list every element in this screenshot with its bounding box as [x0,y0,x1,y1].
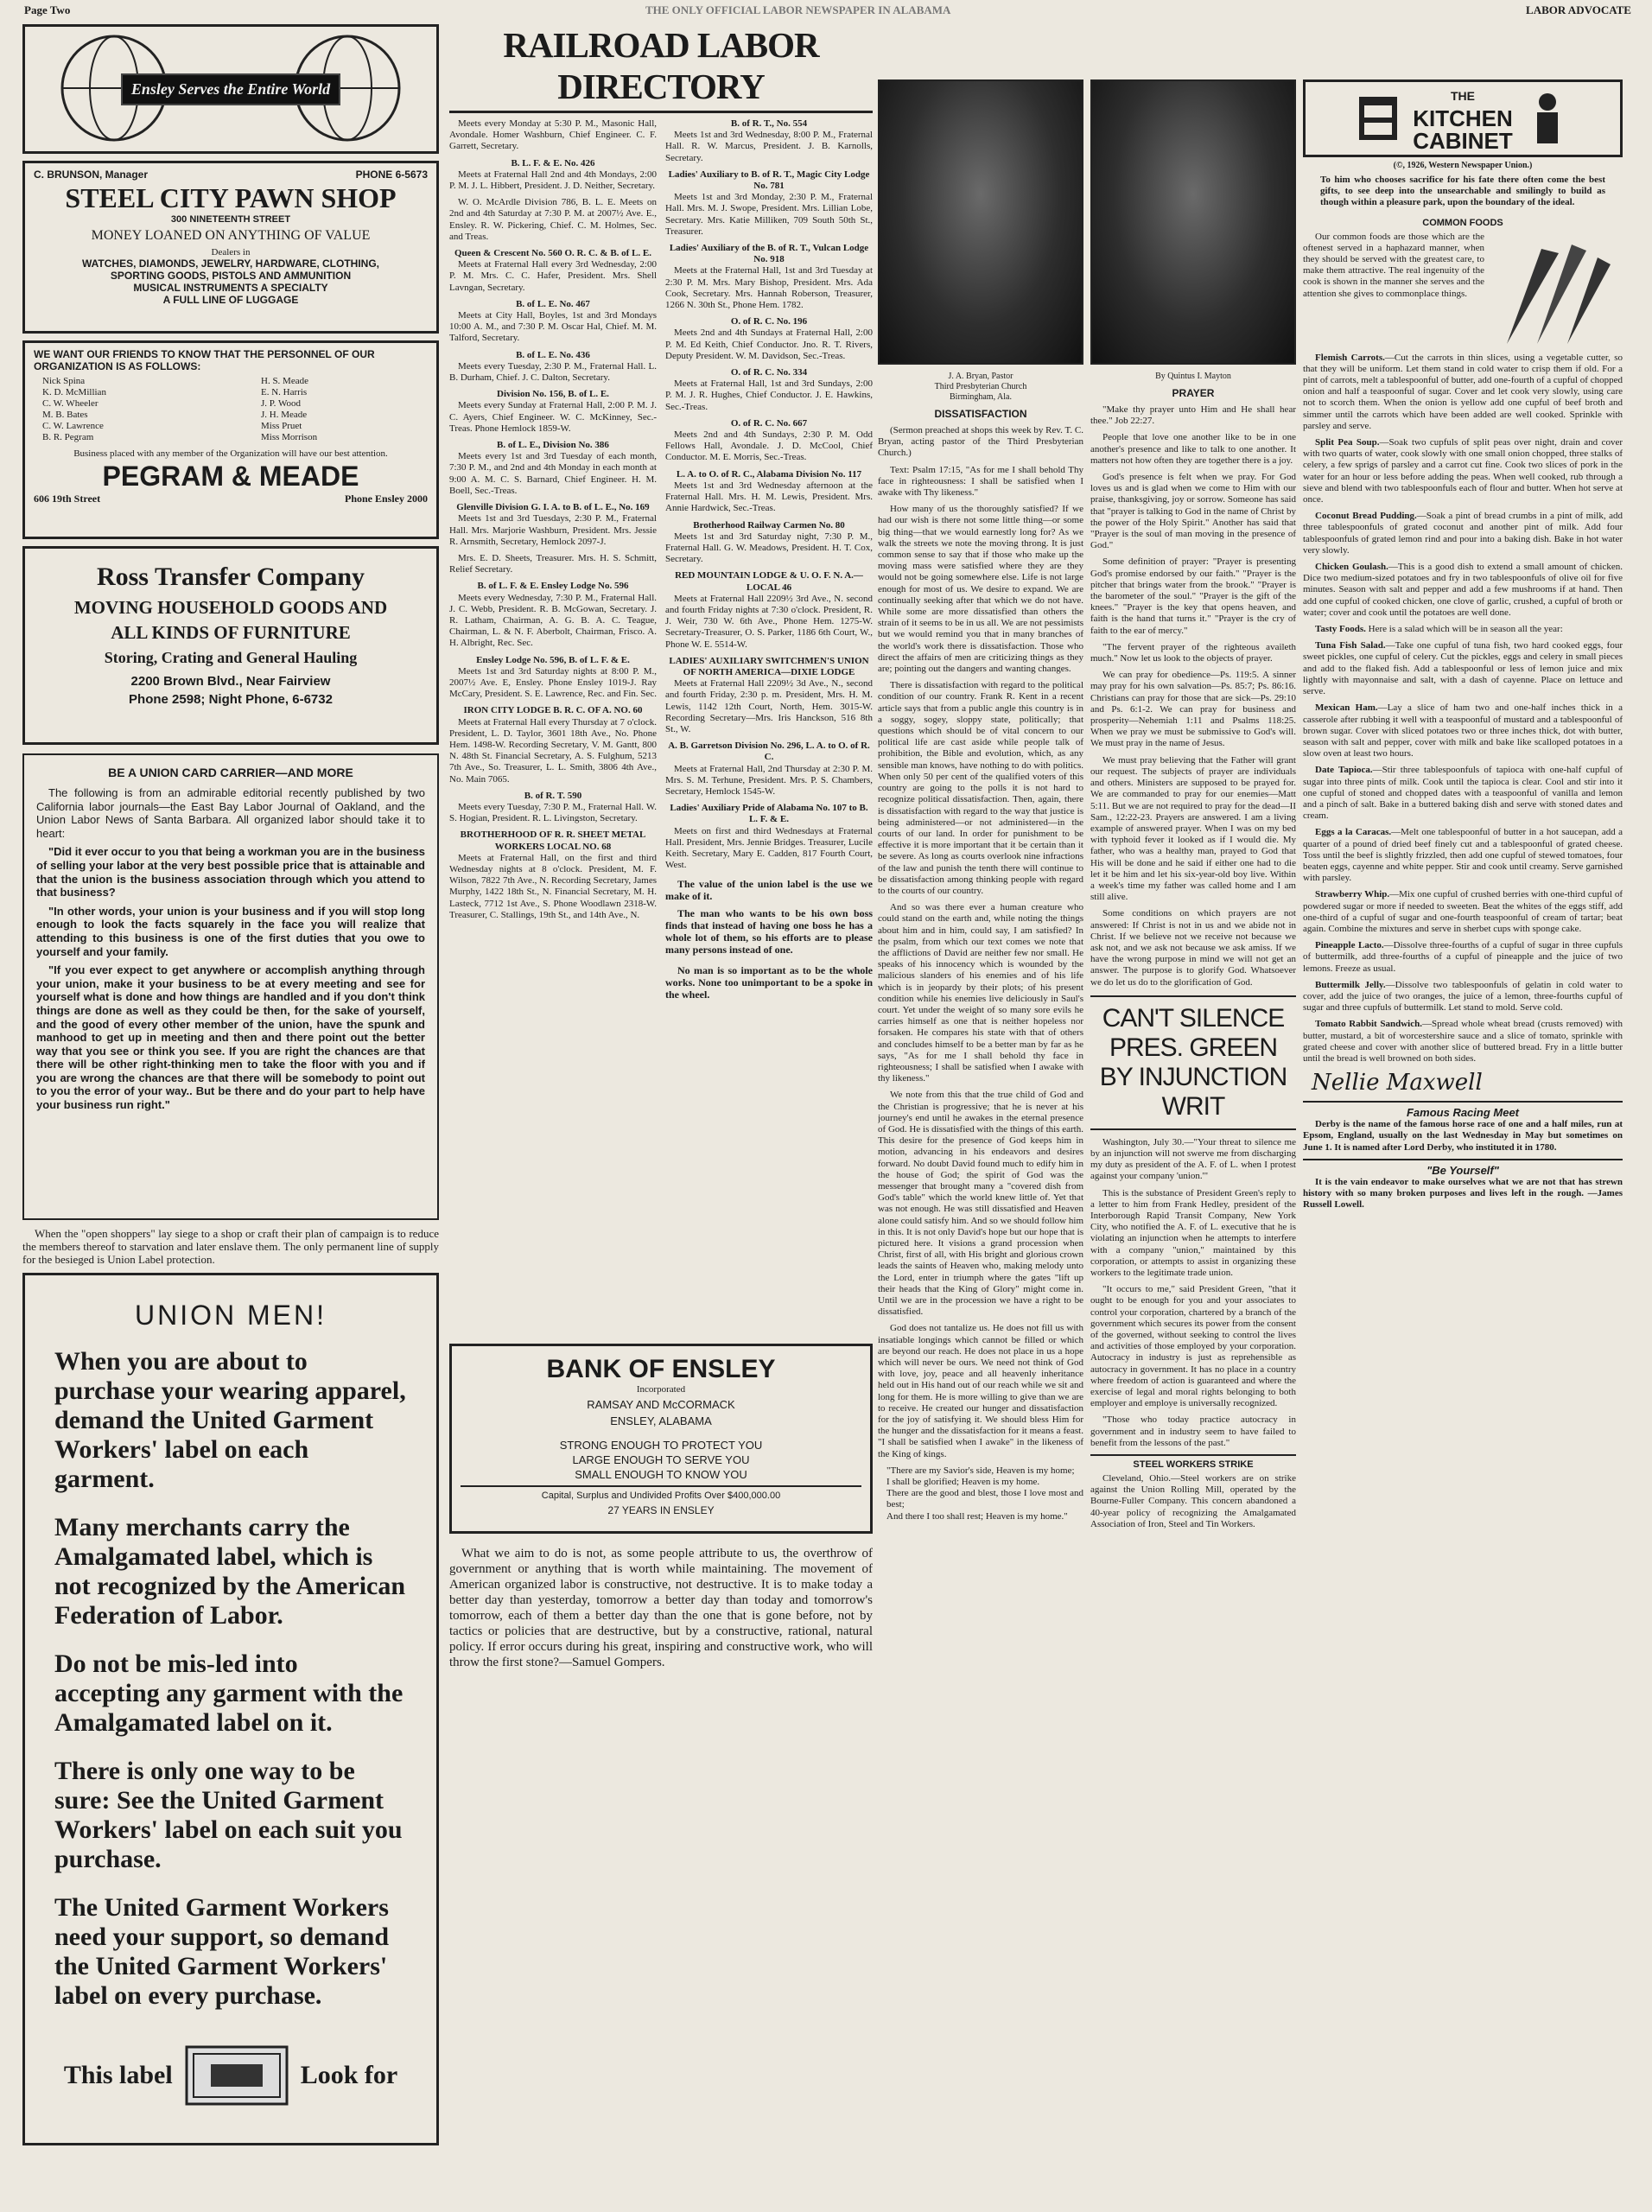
pegram-name: K. D. McMillian [42,387,106,397]
directory-entry-title: B. of R. T., No. 554 [730,118,808,129]
bank-slogan-2: LARGE ENOUGH TO SERVE YOU [572,1453,750,1466]
directory-entry [449,197,657,243]
pawn-address: 300 NINETEENTH STREET [170,214,291,225]
pawn-line-2: SPORTING GOODS, PISTOLS AND AMMUNITION [110,270,352,282]
directory-entry [449,830,657,921]
poem-line: I shall be glorified; Heaven is my home. [886,1477,1040,1488]
pegram-phone: Phone Ensley 2000 [344,493,428,505]
bank-ad [449,1344,873,1534]
directory-entry-title: B. of L. F. & E. Ensley Lodge No. 596 [477,581,629,592]
ensley-ad [22,24,439,154]
directory-entry-title: A. B. Garretson Division No. 296, L. A. to O. of R. C. [668,741,870,763]
directory-entry-body: W. O. McArdle Division 786, B. L. E. Meets on 2nd and 4th Saturday at 7:30 P. M. at 2007½ Ave. E., Ensley. R. W. Pickering, Chief. C. M. Holmes, Sec. and Treas. [449,197,657,242]
recipe-name: Coconut Bread Pudding. [1315,511,1417,522]
bank-capital: Capital, Surplus and Undivided Profits Over $400,000.00 [541,1491,781,1501]
directory-entry-body: Meets at Fraternal Hall 2nd and 4th Mondays, 2:00 P. M. J. L. Hibbert, President. J. D. Neither, Secretary. [449,168,657,192]
recipe [1303,980,1623,1014]
union-card-para: "In other words, your union is your business and if you will stop long enough to look the facts squarely in the face you will realize that attending to this business is one of the first duties that you owe to yourself and your family. [36,904,425,958]
directory-entry-title: BROTHERHOOD OF R. R. SHEET METAL WORKERS LOCAL NO. 68 [460,830,646,852]
ross-line-5: Phone 2598; Night Phone, 6-6732 [129,692,333,707]
kitchen-intro: Our common foods are those which are the oftenest served in a haphazard manner, when they should be served with the greatest care, to make them attractive. The real ingenuity of the cook is shown in the manner she serves and the attention she gives to commonplace things. [1303,231,1484,299]
green-para: "It occurs to me," said President Green, "that it ought to be enough for you and your associates to control your corporation, chartered by a branch of the government which secures its power from the consent of the governed, without seeking to control the lives and activities of those employed by your corporation. Autocracy in industry is just as reprehensible as autocracy in government. It has no place in a country where freedom of action is guaranteed and where the exercise of legal and moral rights belonging to both employer and employe is universally recognized. [1090,1284,1296,1409]
directory-entry-title: Ensley Lodge No. 596, B. of L. F. & E. [476,654,630,665]
pegram-name: E. N. Harris [261,387,308,397]
prayer-para: People that love one another like to be in one another's presence and like to talk to one another. It matters not how often they are together there is a joy. [1090,432,1296,466]
directory-entry-body: Mrs. E. D. Sheets, Treasurer. Mrs. H. S. Schmitt, Relief Secretary. [449,552,657,575]
directory-entry-body: Meets at the Fraternal Hall, 1st and 3rd Tuesday at 2:30 P. M. Mrs. Mary Bishop, President. Mrs. Ada Cook, Secretary. Mrs. Hannah Roberson, Treasurer, 1266 N. 30th St., Phone Hem. 1782. [665,265,873,311]
bank-officers: RAMSAY AND McCORMACK [587,1398,735,1411]
directory-entry-title: B. of L. E., Division No. 386 [497,440,609,451]
directory-entry-body: Meets 1st and 3rd Saturday night, 7:30 P. M., Fraternal Hall. G. W. Meadows, President. H. T. Cox, Secretary. [665,531,873,565]
directory-entry-title: Brotherhood Railway Carmen No. 80 [693,519,845,531]
directory-entry [665,169,873,238]
prayer-para: "The fervent prayer of the righteous availeth much." Now let us look to the objects of prayer. [1090,641,1296,664]
recipe-body: —Stir three tablespoonfuls of tapioca with one-half cupful of sugar into three pints of milk. Cook until the tapioca is clear. Cool and stir into it one cupful of stoned and chopped dates with a teaspoonful of vanilla and lemon and a pinch of salt. Bake in a buttered baking dish and serve with stoned dates and cream. [1303,765,1623,822]
union-men-para: The United Garment Workers need your support, so demand the United Garment Workers' label on every purchase. [54,1893,390,2010]
recipe [1303,827,1623,884]
pegram-name: B. R. Pegram [42,432,94,442]
kitchen-title-1: THE [1451,89,1475,103]
recipe-body: —Cut the carrots in thin slices, using a vegetable cutter, so that they will be uniform. Let them stand in cold water to crisp them if old. For a pint of carrots, melt a tablespoonful of butter, add one-fourth of a cupful of chopped onion and half a teaspoonful of sugar. Cover and let cook very slowly, using care not to scorch them. When the onion is yellow add one cupful of beef broth and simmer until the carrots which have been added are well cooked. Sprinkle with parsley and serve. [1303,352,1623,431]
pawn-shop-ad [22,161,439,334]
directory-entry-title: B. of L. E. No. 467 [516,298,590,309]
directory-entry-title: O. of R. C. No. 334 [730,367,808,378]
pegram-names-left [34,376,209,443]
recipe-name: Buttermilk Jelly. [1315,979,1386,990]
directory-entry [665,118,873,164]
directory-entry-title: Glenville Division G. I. A. to B. of L. E., No. 169 [456,502,650,513]
directory-entry-title: O. of R. C. No. 667 [730,417,808,429]
recipe-body: —Mix one cupful of crushed berries with one-third cupful of powdered sugar or more if needed to sweeten. Beat the whites of the eggs stiff, add one-third of a cupful of sugar and one-fourth teaspoonful of cream of tartar; beat again. Combine the mixtures and serve in sherbet cups with sponge cake. [1303,889,1623,934]
directory-entry [449,350,657,385]
ross-line-4: 2200 Brown Blvd., Near Fairview [130,674,331,689]
pawn-manager: C. BRUNSON, Manager [34,168,149,181]
pegram-name: Miss Morrison [261,432,318,442]
pegram-names-right [209,376,428,443]
union-card-article [22,753,439,1220]
poem-line: "There are my Savior's side, Heaven is my home; [886,1465,1075,1476]
directory-entry-body: Meets every 1st and 3rd Tuesday of each month, 7:30 P. M., and 2nd and 4th Monday in each month at 9:00 A. M. C. S. Barnard, Chief Engineer. H. M. Boell, Sec.-Treas. [449,451,657,496]
poem-line: There are the good and blest, those I love most and best; [886,1488,1083,1510]
green-headline: CAN'T SILENCE PRES. GREEN BY INJUNCTION WRIT [1090,995,1296,1130]
recipe-body: —Dissolve three-fourths of a cupful of sugar in three cupfuls of buttermilk, add three-fourths of a cupful of pineapple and the juice of two lemons. Freeze as usual. [1303,940,1623,974]
bryan-column [878,79,1083,2196]
recipe [1303,624,1623,635]
pawn-line-4: A FULL LINE OF LUGGAGE [162,294,299,306]
recipe-name: Strawberry Whip. [1315,889,1390,900]
pegram-address: 606 19th Street [34,493,101,505]
pegram-meade-ad [22,340,439,539]
sermon-para: There is dissatisfaction with regard to the political condition of our country. Frank R. Kent in a recent article says that from a public angle this country is in a soggy, sogey, sloppy state, politically; that questions which should be of vital concern to our political life are cast aside while people talk of prohibition, the Bible and evolution, which, as any sensible man knows, have nothing to do with politics. When only 50 per cent of the qualified voters of this country are going to the polls it is not hard to recognize political dissatisfaction. Then, again, there is dissatisfaction with regard to the way that justice is being administered—or not administered—in the courts of our land. In order for punishment to be effective it is more important that it be certain than it be severe. As long as courts overlook nine infractions of the law and punish the tenth there will continue to be dissatisfaction among thinking people with regard to the courts of our country. [878,680,1083,896]
directory-entry [449,502,657,548]
recipe-name: Pineapple Lacto. [1315,940,1384,951]
union-men-title: UNION MEN! [135,1300,327,1331]
bank-slogan-3: SMALL ENOUGH TO KNOW YOU [575,1468,747,1481]
pegram-name: J. H. Meade [261,410,308,420]
recipe-name: Tomato Rabbit Sandwich. [1315,1019,1422,1030]
directory-entry-body: Meets 1st and 3rd Saturday nights at 8:00 P. M., 2007½ Ave. E, Ensley. Phone Ensley 1019-J. Ray McCary, President. S. E. Lawrence, Rec. and Fin. Sec. [449,665,657,700]
directory-entry-body: Meets at Fraternal Hall, on the first and third Wednesday nights at 8 o'clock. President, M. F. Wilson, 7822 7th Ave., N. Recording Secretary, James Murphy, 1422 18th St., N. Financial Secretary, M. H. Lasteck, 7712 1st Ave., S. Phone Woodlawn 2318-W. Treasurer, C. Stallings, 19th St., and 14th Ave., N. [449,852,657,920]
recipe-name: Split Pea Soup. [1315,437,1380,448]
bank-city: ENSLEY, ALABAMA [610,1414,712,1427]
directory-entry [665,367,873,413]
directory-entry [449,299,657,345]
bank-years: 27 YEARS IN ENSLEY [607,1504,715,1516]
kitchen-copyright: (©, 1926, Western Newspaper Union.) [1393,161,1533,170]
sermon-para: How many of us the thoroughly satisfied? If we had our wish is there not some little thing—or some big thing—that we would earnestly long for? As we walk the streets we note the moving throng. It is just common sense to say that if those who make up the moving mass were satisfied where they are they would not be going somewhere else. Life is not large enough for most of us. We desire to expand. We are continually seeking after that which we do not have. While some are more dissatisfied than others the strain of it seems to be in us all. We are not pessimists but we would remind you that in many branches of the world's work there is dissatisfaction. Those who direct the affairs of men are criticizing things as they are; pointing out the dangers and wanting changes. [878,504,1083,675]
directory-entry [449,791,657,825]
pegram-note: Business placed with any member of the Organization will have our best attention. [73,448,388,459]
prayer-para: We must pray believing that the Father will grant our request. The subjects of prayer are individuals and others. Ministers are supposed to be prayed for. We are commanded to pray for our enemies—Matt 5:11. But we are not required to pray for the dead—II Sam., 12:22-23. Prayers are answered. I am a living example of answered prayer. When I was on my bed with typhoid fever it looked as if I would die. My father, who was a healthy man, prayed to God that His will be done and he said if either one had to die let it be him and let his six-year-old boy live. Within a week's time my father was called home and I am still alive. [1090,754,1296,903]
union-card-title: BE A UNION CARD CARRIER—AND MORE [108,766,353,779]
union-card-para: The following is from an admirable editorial recently published by two California labor journals—the East Bay Labor Journal of Oakland, and the Union Labor News of Santa Barbara. All organized labor should take it to heart: [36,786,425,840]
union-label-note: The value of the union label is the use we make of it. [665,878,873,903]
recipe-body: —Dissolve two tablespoonfuls of gelatin in cold water to cover, add the juice of two oranges, the juice of a lemon, three-fourths cupful of sugar and three cupfuls of buttermilk. Let stand to mold. Serve cold. [1303,979,1623,1014]
directory-entry-body: Meets at Fraternal Hall 2209½ 3rd Ave., N. second and fourth Friday nights at 7:30 o'clock. President, R. J. Weir, 730 W. 6th Ave., Phone Hem. 1275-W. Secretary-Treasurer, O. S. Parker, 1186 6th Court, W., Phone W. E. 5514-W. [665,593,873,650]
directory-entry-body: Meets at Fraternal Hall every Thursday at 7 o'clock. President, L. D. Taylor, 3601 18th Ave., No. Phone Hem. 1498-W. Recording Secretary, V. M. Gantt, 800 N. 48th St. Financial Secretary, A. S. Fulghum, 5213 7th Ave., So. Treasurer, L. L. Smith, 3806 4th Ave., No. Main 7065. [449,716,657,785]
gompers-quote: What we aim to do is not, as some people attribute to us, the overthrow of government or anything that is worth while maintaining. The movement of American organized labor is constructive, not destructive. It is to make today a better day than yesterday, tomorrow a better day than today and tomorrow's tomorrow, each of them a better day than the one that is gone before, not by tactics or policies that are destructive, but by a constructive, rational, natural policy. If error occurs during his great, inspiring and constructive work, who will throw the first stone?—Samuel Gompers. [449,1547,873,1669]
boss-note: The man who wants to be his own boss finds that instead of having one boss he has a whole lot of them, so his efforts are to please many persons instead of one. [665,907,873,957]
recipe [1303,353,1623,432]
union-men-para: Do not be mis-led into accepting any garment with the Amalgamated label on it. [54,1649,403,1737]
ross-line-2: ALL KINDS OF FURNITURE [111,622,351,643]
racing-body: Derby is the name of the famous horse race of one and a half miles, run at Epsom, England, usually on the last Wednesday in May but sometimes on June 1. It is named after Lord Derby, who instituted it in 1780. [1303,1119,1623,1153]
prayer-para: "Make thy prayer unto Him and He shall hear thee." Job 22:27. [1090,404,1296,427]
directory-entry-body: Meets at Fraternal Hall 2209½ 3d Ave., N., second and fourth Friday, 2:30 p. m. President, Mrs. H. M. Lewis, 1142 12th Court, North, Hem. 3015-W. Recording Secretary—Mrs. Iris Hanckson, 516 8th St., W. [665,678,873,734]
union-men-para: There is only one way to be sure: See the United Garment Workers' label on each suit you purchase. [54,1757,403,1873]
directory-entry-title: L. A. to O. of R. C., Alabama Division No. 117 [676,468,862,480]
racing-title: Famous Racing Meet [1303,1101,1623,1119]
recipe-body: —Spread whole wheat bread (crusts removed) with butter, mustard, a bit of worcestershire sauce and a slice of tomato, sprinkle with grated cheese and cover with another slice of buttered bread. Fry in a little butter until the bread is well browned on both sides. [1303,1019,1623,1064]
look-for-text: Look for [300,2061,398,2089]
pegram-name: C. W. Wheeler [42,398,98,409]
directory-entry-body: Meets every Tuesday, 2:30 P. M., Fraternal Hall. L. B. Durham, Chief. J. C. Dalton, Secretary. [449,360,657,384]
directory-entry [665,656,873,735]
kitchen-verse: To him who chooses sacrifice for his fate there often come the best gifts, to see deep into the unsearchable and smilingly to build as though within a pleasure park, upon the boundary of the ideal. [1320,175,1605,208]
strike-body: Cleveland, Ohio.—Steel workers are on strike against the Union Rolling Mill, operated by the Bourne-Fuller Company. This concern abandoned a 40-year policy of recognizing the Amalgamated Association of Iron, Steel and Tin Workers. [1090,1473,1296,1529]
bryan-caption: Birmingham, Ala. [950,392,1012,402]
green-para: Washington, July 30.—"Your threat to silence me by an injunction will not swerve me from discharging my duty as president of the A. F. of L. when I protest against your company 'union.'" [1090,1136,1296,1182]
directory-entry-title: B. L. F. & E. No. 426 [511,157,595,168]
directory-entry-body: Meets 2nd and 4th Sundays at Fraternal Hall, 2:00 P. M. Ed Keith, Chief Conductor. Jno. R. T. Rivers, Deputy President. W. M. Davidson, Sec.-Treas. [665,327,873,361]
union-label-icon [185,2045,289,2106]
ross-transfer-ad [22,546,439,745]
recipe-name: Tuna Fish Salad. [1315,640,1386,652]
pawn-line-3: MUSICAL INSTRUMENTS A SPECIALTY [133,282,328,294]
directory-entry-body: Meets at Fraternal Hall every 3rd Wednesday, 2:00 P. M. Mrs. C. C. Hafer, President. Mrs. Shell Lavngan, Secretary. [449,259,657,293]
kitchen-title-2: KITCHEN [1413,105,1513,131]
directory-entry-title: Division No. 156, B. of L. E. [497,389,609,400]
union-card-para: "If you ever expect to get anywhere or accomplish anything through your union, make it your business to be at every meeting and see for yourself what is done and how things are handled and if you don't think things are done as well as they could be then, for the sake of yourself, and the good of every other member of the union, have the spunk and manhood to get up in meeting and then and there point out the better way that you see or think you see. If you are right the chances are that there will be other right-thinking men to take the floor with you and if you are wrong the chances are that there will be somebody to point out to you the error of your way.. But be there and do your part to help have your business run right." [36,963,425,1112]
pegram-intro: WE WANT OUR FRIENDS TO KNOW THAT THE PERSONNEL OF OUR ORGANIZATION IS AS FOLLOWS: [34,348,375,372]
open-shop-note: When the "open shoppers" lay siege to a shop or craft their plan of campaign is to reduce the members thereof to starvation and later enslave them. The only permanent line of supply for the besieged is Union Label protection. [22,1227,439,1266]
recipe-name: Flemish Carrots. [1315,352,1385,363]
page-number: Page Two [24,3,71,16]
directory-entry [665,570,873,650]
directory-entry-title: Queen & Crescent No. 560 O. R. C. & B. of L. E. [454,248,652,259]
masthead-banner: THE ONLY OFFICIAL LABOR NEWSPAPER IN ALABAMA [645,3,951,16]
directory-entry-title: RED MOUNTAIN LODGE & U. O. F. N. A.—LOCAL 46 [675,570,863,593]
pegram-name: J. P. Wood [261,398,301,409]
yourself-body: It is the vain endeavor to make ourselves what we are not that has strewn history with so many broken purposes and lives left in the rough. —James Russell Lowell. [1303,1176,1623,1211]
ensley-slogan: Ensley Serves the Entire World [121,73,340,105]
recipe-name: Chicken Goulash. [1315,562,1388,573]
recipe [1303,562,1623,619]
prayer-title: PRAYER [1172,387,1215,399]
sermon-para: God does not tantalize us. He does not fill us with insatiable longings which cannot be filled or which are beyond our reach. He does not place in us a hope which will never be ours. We need not think of God with love, joy, peace and all heavenly inheritance held out in His hand out of our reach while we sit and long for them. He is more willing to give than we are to receive. He created our hunger and dissatisfaction for the joy of satisfying it. We should bless Him for the hunger and the dissatisfaction for it means a feast. "I shall be satisfied when I awake" in the likeness of the King of kings. [878,1323,1083,1459]
bank-name: BANK OF ENSLEY [546,1355,776,1383]
pawn-phone: PHONE 6-5673 [355,168,428,181]
directory-entry-body: Meets at Fraternal Hall, 1st and 3rd Sundays, 2:00 P. M. J. R. Hughes, Chief Conductor. J. E. Hawkins, Sec.-Treas. [665,378,873,412]
directory-column-1 [449,118,657,1337]
directory-entry-body: Meets on first and third Wednesdays at Fraternal Hall. President, Mrs. Jennie Bridges. Treasurer, Lucile Keith. Secretary, Mary E. Cadden, 817 Fourth Court, West. [665,825,873,871]
recipe-name: Mexican Ham. [1315,702,1378,714]
directory-entry-title: IRON CITY LODGE B. R. C. OF A. NO. 60 [463,705,643,716]
recipe [1303,1019,1623,1065]
pawn-tagline: MONEY LOANED ON ANYTHING OF VALUE [91,228,371,243]
strike-title: STEEL WORKERS STRIKE [1090,1454,1296,1470]
recipe-body: —Take one cupful of tuna fish, two hard cooked eggs, four sweet pickles, one cupful of celery. Cut the pickles, eggs and celery in small pieces and add to the flaked fish. Add a tablespoonful or less of lemon juice and mix lightly with mayonnaise and salt, with a dash of cayenne. Place on lettuce and serve. [1303,640,1623,697]
directory-section [449,24,873,2193]
recipe-name: Tasty Foods. [1315,624,1366,635]
masthead [24,3,1631,21]
directory-entry-title: B. of R. T. 590 [524,790,582,801]
no-man-note: No man is so important as to be the whole works. None too unimportant to be a spoke in the wheel. [665,964,873,1001]
stove-icon [1352,88,1404,149]
ross-name: Ross Transfer Company [96,563,365,591]
directory-entry-body: Meets 1st and 3rd Monday, 2:30 P. M., Fraternal Hall. Mrs. M. J. Swope, President. Mrs. Lillian Lobe, Secretary. Mrs. Katie Milliken, 709 South 50th St., Treasurer. [665,192,873,237]
recipe-list [1303,353,1623,1065]
directory-entry [449,655,657,701]
union-men-para: Many merchants carry the Amalgamated label, which is not recognized by the American Federation of Labor. [54,1513,406,1630]
kitchen-banner [1303,79,1623,157]
sermon-para: (Sermon preached at shops this week by Rev. T. C. Bryan, acting pastor of the Third Presbyterian Church.) [878,425,1083,459]
directory-entry-title: Ladies' Auxiliary of the B. of R. T., Vulcan Lodge No. 918 [669,243,869,265]
directory-entry-title: Ladies' Auxiliary Pride of Alabama No. 107 to B. L. F. & E. [670,803,868,825]
pegram-name: H. S. Meade [261,376,308,386]
directory-entry [665,316,873,362]
directory-entry-body: Meets at Fraternal Hall, 2nd Thursday at 2:30 P. M. Mrs. S. M. Terhune, President. Mrs. P. S. Chambers, Secretary, Hemlock 1545-W. [665,763,873,797]
green-para: "Those who today practice autocracy in government and in industry seem to have failed to benefit from the lessons of the past." [1090,1414,1296,1448]
pegram-name: Nick Spina [42,376,86,386]
directory-entry [449,118,657,153]
directory-entry-body: Meets every Wednesday, 7:30 P. M., Fraternal Hall. J. C. Webb, President. R. B. McGowan, Secretary. J. R. Latham, Chairman, A. G. B. A. C. Teague, Chairman, L. & N. F. Aberbolt, Chairman, Frisco. A. H. Albright, Rec. Sec. [449,592,657,649]
recipe-body: —Lay a slice of ham two and one-half inches thick in a casserole after rubbing it well with a teaspoonful of mustard and a tablespoonful of brown sugar. Cover with sliced potatoes two or three inches thick, dot with butter, season with salt and pepper, cover with milk and bake like scalloped potatoes in a slow oven at least two hours. [1303,702,1623,760]
sermon-para: And so was there ever a human creature who could stand on the earth and, while noting the things about him and in him, could say, I am satisfied? In the psalm, from which our text comes we note that the afflictions of David are neither few nor small. He speaks of his innocency which is wounded by the malicious slanders of his enemies and of his life which is in jeopardy by their plots; of his present condition while his enemies live deliciously in Saul's court. Yet under the weight of so many sore evils he carries himself as one that is neither hopeless nor forsaken. He compares his state with that of others and concludes himself to be a better man by far as he says, "As for me I shall behold thy face in righteousness; I shall be satisfied when I awake with thy likeness." [878,902,1083,1084]
directory-title: RAILROAD LABOR DIRECTORY [449,24,873,113]
left-ads-column [22,24,439,2193]
directory-entry [665,469,873,515]
union-men-ad [22,1273,439,2145]
union-men-para: When you are about to purchase your wearing apparel, demand the United Garment Workers' label on each garment. [54,1347,406,1493]
recipe-body: —Soak two cupfuls of split peas over night, drain and cover with two quarts of water, cook slowly with one small onion chopped, three stalks of celery, a few sprigs of parsley and a carrot cut fine. Cook two slices of pork in the water for an hour or less before adding the peas. When well cooked, rub through a sieve and blend with two tablespoonfuls each of flour and butter. When hot serve at once. [1303,437,1623,505]
directory-entry [665,243,873,311]
carrots-icon [1490,232,1619,353]
recipe [1303,940,1623,975]
directory-entry [665,520,873,566]
recipe [1303,765,1623,822]
yourself-title: "Be Yourself" [1303,1159,1623,1177]
bank-inc: Incorporated [636,1384,686,1395]
directory-entry [449,581,657,649]
poem-line: And there I too shall rest; Heaven is my home." [886,1510,1068,1522]
dissatisfaction-title: DISSATISFACTION [934,408,1027,420]
directory-entry-body: Meets at City Hall, Boyles, 1st and 3rd Mondays 10:00 A. M., and 7:30 P. M. Oscar Hal, Chief. M. M. Talford, Secretary. [449,310,657,344]
recipe-body: —This is a good dish to extend a small amount of chicken. Dice two medium-sized potatoes and fry in two tablespoonfuls of olive oil for five minutes. Season with salt and pepper and add a few mushrooms if at hand. Then add one cupful of cooked chicken, one clove of garlic, crushed, a cupful of broth or water; cover and cook until the potatoes are well done. [1303,562,1623,618]
pegram-name: M. B. Bates [42,410,88,420]
pegram-name-title: PEGRAM & MEADE [102,461,359,492]
common-foods-title: COMMON FOODS [1422,217,1503,228]
recipe [1303,640,1623,697]
directory-entry [449,440,657,497]
directory-entry-body: Meets every Sunday at Fraternal Hall, 2:00 P. M. J. C. Ayers, Chief Engineer. W. C. McKinney, Sec.-Treas. Phone Hemlock 1859-W. [449,400,657,434]
pegram-name: C. W. Lawrence [42,421,104,431]
cook-icon [1522,88,1573,149]
directory-column-2 [665,118,873,1337]
directory-entry [449,389,657,435]
prayer-para: Some conditions on which prayers are not answered: If Christ is not in us and we abide not in Christ. If we believe not we receive not because we ask not, and we ask not because we ask amiss. If we have the wrong purpose in mind we will not get an answer. The purpose is to glorify God. Whatsoever we do let us do to the glorification of God. [1090,908,1296,988]
ross-line-1: MOVING HOUSEHOLD GOODS AND [73,597,388,618]
this-label-text: This label [63,2061,173,2089]
directory-entry-title: LADIES' AUXILIARY SWITCHMEN'S UNION OF NORTH AMERICA—DIXIE LODGE [669,655,869,677]
recipe-name: Date Tapioca. [1315,765,1373,776]
pawn-name: STEEL CITY PAWN SHOP [65,182,397,213]
directory-entry [665,803,873,871]
prayer-para: We can pray for obedience—Ps. 119:5. A sinner may pray for his own salvation—Ps. 85:7; Ps. 86:16. Christians can pray for those that are sick—Ps. 29:10 and Ps. 6:1-2. We can pray for business and prosperity—Nehemiah 1:11 and Psalms 118:25. When we pray we must be submissive to God's will. We must pray in the name of Jesus. [1090,670,1296,749]
kitchen-signature: Nellie Maxwell [1312,1070,1483,1096]
green-para: This is the substance of President Green's reply to a letter to him from Frank Hedley, president of the Interborough Rapid Transit Company, New York City, who notified the A. F. of L. executive that he is violating an injunction when he attempts to interfere with a company "union," maintained by this corporation, or attempts to assist in organizing these workers to the legitimate trade union. [1090,1187,1296,1278]
prayer-column [1090,79,1296,2196]
paper-name: LABOR ADVOCATE [1526,3,1631,16]
ross-line-3: Storing, Crating and General Hauling [104,649,358,666]
recipe-body: —Melt one tablespoonful of butter in a hot saucepan, add a quarter of a pound of dried beef finely cut and a tablespoonful of grated cheese. Toss until the beef is slightly frizzled, then add one cupful of stewed tomatoes, four beaten eggs, cayenne and white pepper. Stir and cook until creamy. Serve garnished with parsley. [1303,827,1623,884]
mayton-caption: By Quintus I. Mayton [1155,372,1231,381]
sermon-para: We note from this that the true child of God and the Christian is progressive; that he is never at his journey's end until he awakes in the eternal presence of God. He is dissatisfied with the things of this earth. This desire for the presence of God keeps him in motion, advancing in his endeavors and desires forward. No doubt David found much to edify him in the house of God; the spirit of God was the messenger that brought many a "covered dish from God's table" which the world knew little of. Yet that was not enough. He was still dissatisfied and Heaven alone could satisfy him. And so we should follow him in this. It is not only David's hope but our hope that is pictured here. It visions a grand procession when Christ, first of all, with His bright and glorious crown leads the saints of Heaven who, making melody unto the Lord, enter in triumph where the gates "lift up their heads that the King of Glory" might come in. Until we are in the procession we have a right to be dissatisfied. [878,1090,1083,1318]
directory-entry-title: O. of R. C. No. 196 [730,316,808,327]
bryan-caption: J. A. Bryan, Pastor [948,372,1013,381]
directory-entry-body: Meets 2nd and 4th Sundays, 2:30 P. M. Odd Fellows Hall, Avondale. J. D. McCool, Chief Conductor. M. E. Morris, Sec.-Treas. [665,429,873,463]
prayer-para: God's presence is felt when we pray. For God loves us and is glad when we come to Him with our praise, thanksgiving, joy or sorrow. Someone has said that "prayer is talking to God in the name of Christ by the power of the Holy Spirit." Another has said that "Prayer is the soul of man moving in the presence of God." [1090,472,1296,551]
recipe-body: Here is a salad which will be in season all the year: [1365,624,1563,635]
pawn-line-1: WATCHES, DIAMONDS, JEWELRY, HARDWARE, CLOTHING, [81,257,379,270]
directory-entry-body: Meets every Monday at 5:30 P. M., Masonic Hall, Avondale. Homer Washburn, Chief Engineer. C. F. Garrett, Secretary. [449,118,657,152]
directory-entry [665,418,873,464]
bryan-portrait [878,79,1083,365]
mayton-portrait [1090,79,1296,365]
directory-entry-body: Meets 1st and 3rd Wednesday, 8:00 P. M., Fraternal Hall. R. W. Marcus, President. J. B. Karnolls, Secretary. [665,130,873,163]
recipe [1303,437,1623,505]
directory-entry-body: Meets 1st and 3rd Wednesday afternoon at the Fraternal Hall. Mrs. H. M. Lewis, President. Mrs. Annie Hardwick, Sec.-Treas. [665,480,873,514]
directory-entry [449,158,657,193]
directory-entry-title: Ladies' Auxiliary to B. of R. T., Magic City Lodge No. 781 [668,168,870,192]
directory-entry [665,741,873,798]
directory-entry-title: B. of L. E. No. 436 [516,349,590,360]
recipe [1303,511,1623,556]
bryan-caption: Third Presbyterian Church [934,382,1027,391]
directory-entry-body: Meets every Tuesday, 7:30 P. M., Fraternal Hall. W. S. Hogian, President. R. L. Livingston, Secretary. [449,801,657,824]
directory-entry [449,705,657,785]
kitchen-title-3: CABINET [1413,128,1513,154]
sermon-para: Text: Psalm 17:15, "As for me I shall behold Thy face in righteousness: I shall be satisfied when I awake with Thy likeness." [878,464,1083,499]
bank-slogan-1: STRONG ENOUGH TO PROTECT YOU [559,1439,763,1452]
directory-entry-body: Meets 1st and 3rd Tuesdays, 2:30 P. M., Fraternal Hall. Mrs. Marjorie Washburn, President. Mrs. Jessie R. Arnsmith, Secretary, Hemlock 2097-J. [449,513,657,547]
recipe-body: —Soak a pint of bread crumbs in a pint of milk, add three tablespoonfuls of grated coconut and another pint of milk. Add four tablespoonfuls of grated lemon rind and pour into a baking dish. Bake in hot water very slowly. [1303,511,1623,556]
pegram-name: Miss Pruet [261,421,302,431]
pawn-dealers: Dealers in [211,247,251,257]
recipe [1303,702,1623,760]
recipe-name: Eggs a la Caracas. [1315,827,1392,838]
directory-entry [449,553,657,575]
kitchen-column [1303,79,1623,2196]
prayer-para: Some definition of prayer: "Prayer is presenting God's promise endorsed by our faith." "Prayer is the pitcher that brings water from the brook." "Prayer is the barometer of the soul." "Prayer is the gift of the knees." "Prayer is the key that opens heaven, and faith is the hand that turns it." "Prayer is the cry of faith to the ear of mercy." [1090,556,1296,636]
union-card-para: "Did it ever occur to you that being a workman you are in the business of selling your labor at the very best possible price that is attainable and that the union is the business association through which you attend to that business? [36,845,425,899]
directory-entry [449,248,657,294]
recipe [1303,889,1623,935]
